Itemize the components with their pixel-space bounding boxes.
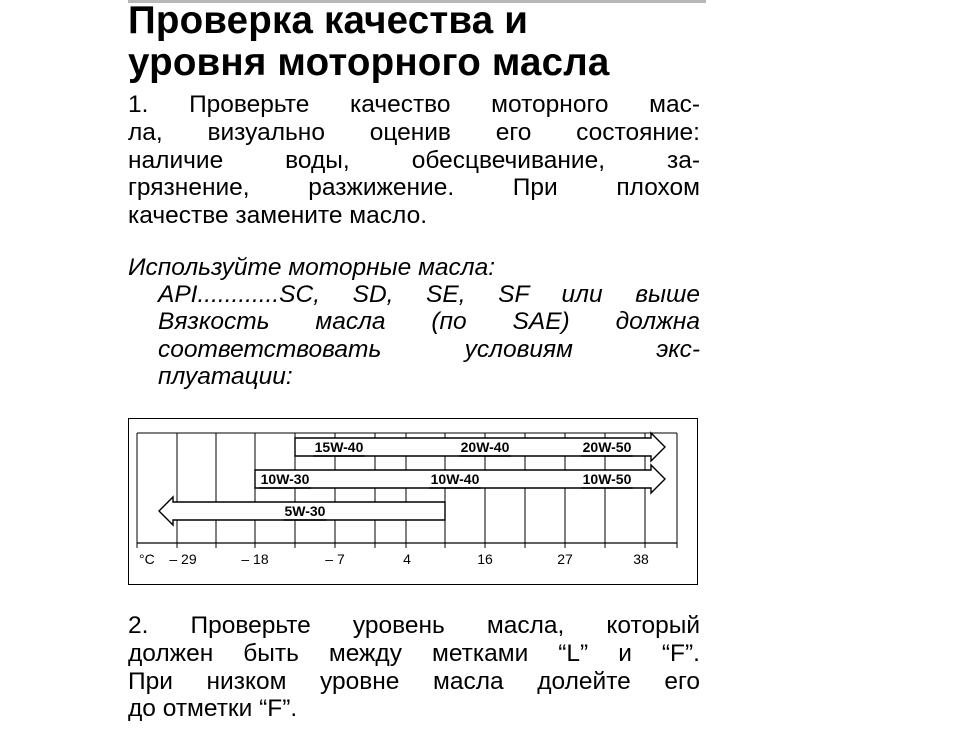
axis-tick-label: 27 [557,551,573,567]
step-1-line: грязнение, разжижение. При плохом [128,174,700,202]
axis-tick-label: – 29 [169,551,197,567]
axis-tick-label: 38 [633,551,649,567]
step-1-paragraph [128,91,700,230]
axis-tick-label: – 7 [325,551,345,567]
bar-label-10w-40: 10W-40 [430,471,480,487]
bar-label-10w-30: 10W-30 [260,471,310,487]
bar-label-20w-50: 20W-50 [582,439,632,455]
viscosity-line: соответствовать условиям экс- [158,335,700,363]
title-line-1: Проверка качества и [128,0,529,42]
axis-tick-label: – 18 [241,551,269,567]
step-1-line: наличие воды, обесцвечивание, за- [128,146,700,174]
step-1-line: качестве замените масло. [128,202,428,230]
api-spec-line: API............SC, SD, SE, SF или выше [158,281,700,309]
step-1-line: ла, визуально оценив его состояние: [128,118,700,146]
step-1-line: 1. Проверьте качество моторного мас- [128,91,700,118]
oil-spec-intro: Используйте моторные масла: [128,254,496,281]
page-title [128,0,704,84]
axis-tick-label: 4 [403,551,411,567]
oil-spec-block [128,254,700,390]
step-2-line: 2. Проверьте уровень масла, который [128,612,700,639]
title-line-2: уровня моторного масла [128,41,610,84]
step-2-line: При низком уровне масла долейте его [128,667,700,695]
step-2-line: до отметки “F”. [128,695,298,723]
viscosity-chart-svg [129,419,699,586]
bar-label-10w-50: 10W-50 [582,471,632,487]
step-2-paragraph [128,612,700,723]
viscosity-line: Вязкость масла (по SAE) должна [158,308,700,336]
step-2-line: должен быть между метками “L” и “F”. [128,639,700,667]
viscosity-temperature-chart [128,418,698,585]
bar-label-20w-40: 20W-40 [460,439,510,455]
axis-tick-label: 16 [477,551,493,567]
viscosity-line: плуатации: [158,362,293,390]
bar-label-5w-30: 5W-30 [284,503,326,519]
document-page [128,0,704,740]
axis-unit-label: °C [139,551,155,567]
bar-label-15w-40: 15W-40 [314,439,364,455]
